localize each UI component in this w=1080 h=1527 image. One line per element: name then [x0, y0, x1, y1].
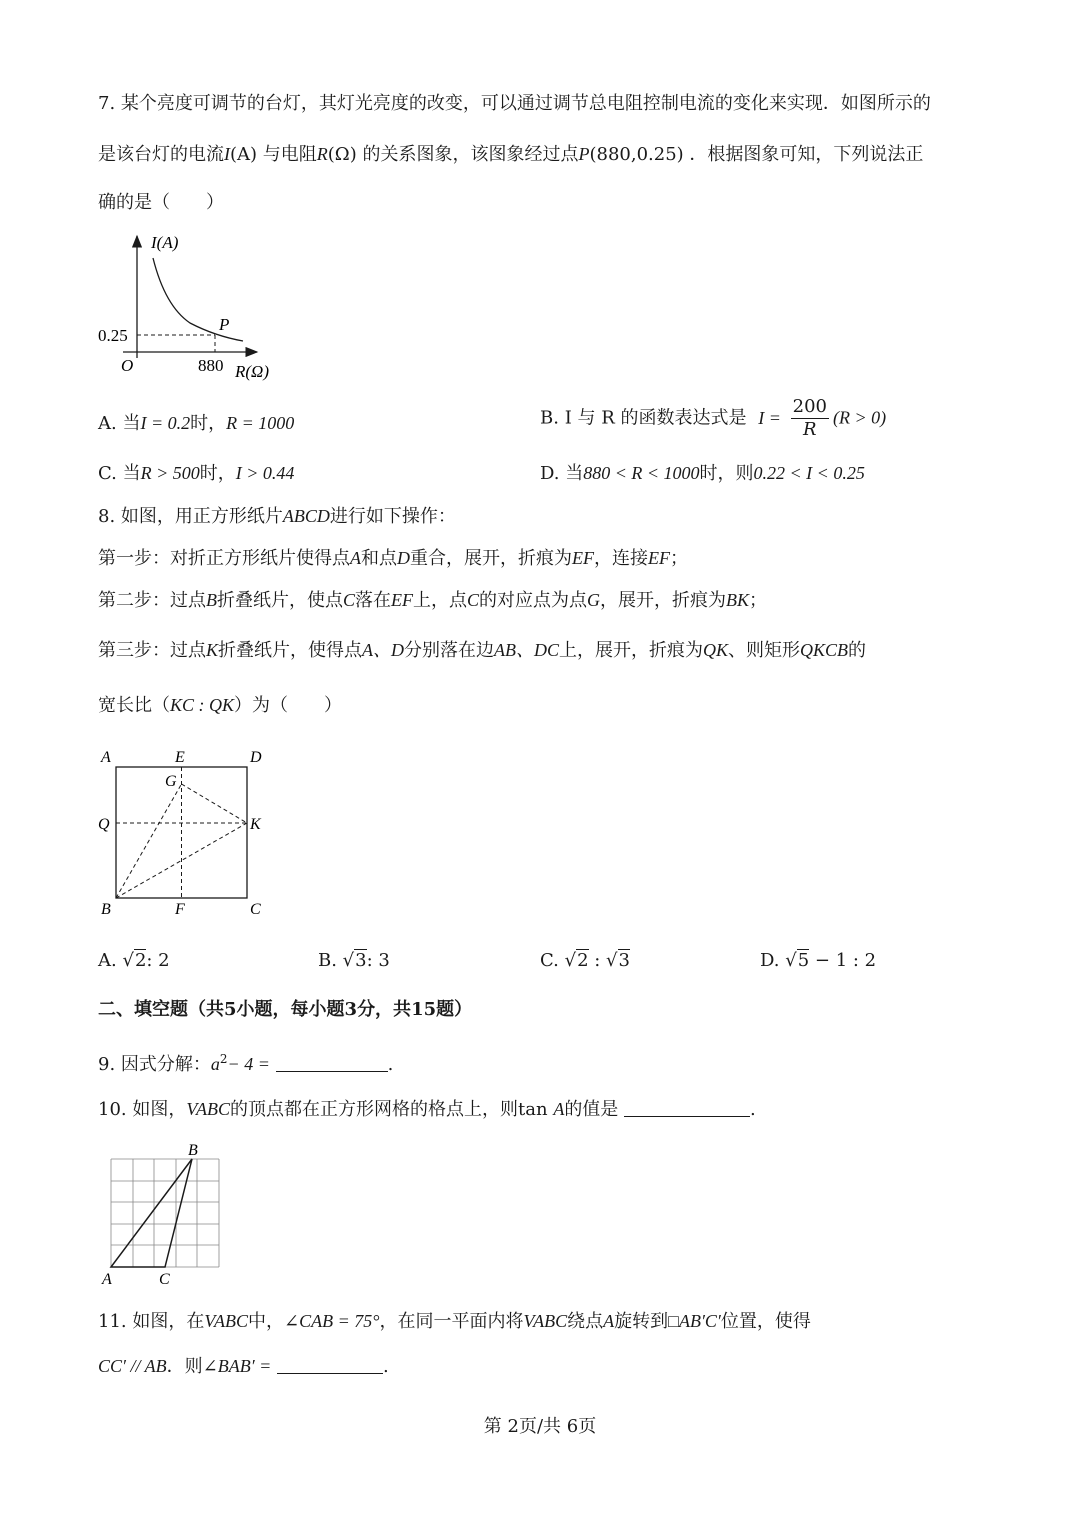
- q9-answer-blank[interactable]: [276, 1053, 388, 1072]
- q8-line5: 宽长比（KC : QK）为（ ）: [98, 695, 343, 716]
- q11-line1: 11. 如图，在VABC中，∠CAB = 75°，在同一平面内将VABC绕点A旋转到□AB′C′位置，使得: [98, 1311, 811, 1332]
- q10-triangle: [111, 1159, 192, 1267]
- q8-label-f: F: [175, 901, 185, 918]
- q10-answer-blank[interactable]: [624, 1098, 750, 1117]
- q10-grid: [111, 1159, 219, 1267]
- q8-fold-gk: [182, 784, 248, 823]
- q7-option-d[interactable]: D. 当880 < R < 1000时，则0.22 < I < 0.25: [540, 463, 865, 484]
- q10-label-c: C: [159, 1271, 170, 1288]
- q8-line1: 8. 如图，用正方形纸片ABCD进行如下操作：: [98, 506, 456, 527]
- q11-line2: CC′ // AB．则∠BAB′ = .: [98, 1356, 389, 1377]
- q8-label-c: C: [250, 901, 261, 918]
- q8-label-g: G: [165, 773, 177, 790]
- q7-option-c[interactable]: C. 当R > 500时，I > 0.44: [98, 463, 295, 484]
- q7-option-a[interactable]: A. 当I = 0.2时，R = 1000: [98, 413, 295, 434]
- section-fill-in-title: 二、填空题（共5小题，每小题3分，共15题）: [98, 999, 473, 1020]
- q7-line1: 7. 某个亮度可调节的台灯，其灯光亮度的改变，可以通过调节总电阻控制电流的变化来实现．如图所示的: [98, 93, 931, 114]
- q7-point-label: P: [219, 315, 230, 334]
- q8-figure: [95, 742, 275, 922]
- q8-label-q: Q: [98, 816, 110, 833]
- q8-option-b[interactable]: B. √3: 3: [318, 950, 390, 971]
- q8-step3: 第三步：过点K折叠纸片，使得点A、D分别落在边AB、DC上，展开，折痕为QK、则矩形QKCB的: [98, 640, 867, 661]
- q8-label-a: A: [101, 749, 111, 766]
- q7-option-b[interactable]: B. I 与 R 的函数表达式是 I = $\frac{200}{R}$ (R > 0): [540, 396, 887, 440]
- q7-y-tick: 0.25: [98, 326, 128, 345]
- q10-label-a: A: [102, 1271, 112, 1288]
- q8-step1: 第一步：对折正方形纸片使得点A和点D重合，展开，折痕为EF，连接EF；: [98, 548, 688, 569]
- q7-y-label: I(A): [151, 233, 179, 252]
- q7-line2: 是该台灯的电流I(A) 与电阻R(Ω) 的关系图象，该图象经过点P(880,0.25) ．根据图象可知，下列说法正: [98, 144, 924, 165]
- q8-step2: 第二步：过点B折叠纸片，使点C落在EF上，点C的对应点为点G，展开，折痕为BK；: [98, 590, 768, 611]
- q7-line3: 确的是（ ）: [98, 192, 224, 213]
- q10-label-b: B: [188, 1142, 198, 1159]
- q7-origin: O: [121, 356, 134, 375]
- q7-x-tick: 880: [198, 356, 224, 375]
- q7-curve: [153, 258, 243, 341]
- q7-x-label: R(Ω): [235, 362, 269, 381]
- q8-option-d[interactable]: D. √5 − 1 : 2: [760, 950, 877, 971]
- q10-line: 10. 如图，VABC的顶点都在正方形网格的格点上，则tan A的值是 .: [98, 1099, 756, 1120]
- q8-label-b: B: [101, 901, 111, 918]
- q11-answer-blank[interactable]: [277, 1355, 383, 1374]
- q7-graph: [95, 228, 295, 388]
- q8-option-c[interactable]: C. √2 : √3: [540, 950, 630, 971]
- q8-label-k: K: [250, 816, 261, 833]
- q8-label-e: E: [175, 749, 185, 766]
- page-footer: 第 2页/共 6页: [483, 1416, 597, 1437]
- q10-grid-figure: [95, 1138, 235, 1290]
- q8-fold-bg: [116, 784, 182, 898]
- q8-option-a[interactable]: A. √2: 2: [98, 950, 170, 971]
- q9-line: 9. 因式分解：$a^2- 4$ = .: [98, 1052, 394, 1075]
- q8-label-d: D: [250, 749, 262, 766]
